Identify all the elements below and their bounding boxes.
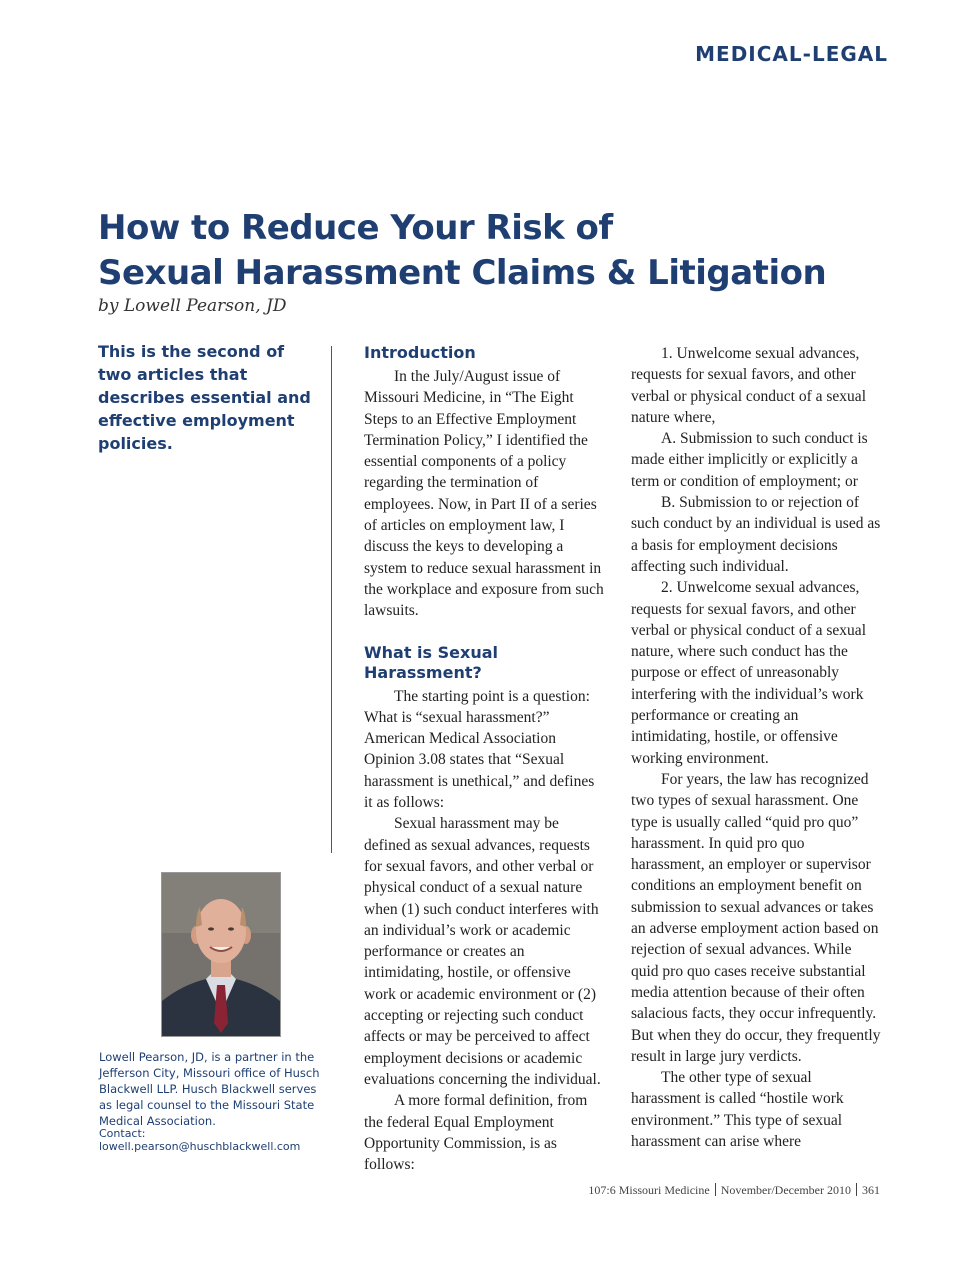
title-line-1: How to Reduce Your Risk of	[98, 208, 613, 248]
byline: by Lowell Pearson, JD	[98, 296, 287, 316]
list-item: B. Submission to or rejection of such conduct by an individual is used as a basis for employment decisions affecting such individual.	[631, 494, 881, 575]
footer-date: November/December 2010	[720, 1183, 851, 1197]
footer-divider	[715, 1183, 716, 1196]
paragraph: The starting point is a question: What is “sexual harassment?” American Medical Association Opinion 3.08 states that “Sexual harassment is unethical,” and defines it as follows:	[364, 687, 595, 812]
article-deck: This is the second of two articles that describes essential and effective employment policies.	[98, 342, 311, 453]
list-item: 2. Unwelcome sexual advances, requests for sexual favors, and other verbal or physical conduct of a sexual nature, where such conduct has the purpose or effect of unreasonably interfering with the individual’s work performance or creating an intimidating, hostile, or offensive working environment.	[631, 579, 866, 767]
author-bio: Lowell Pearson, JD, is a partner in the Jefferson City, Missouri office of Husch Blackwell LLP. Husch Blackwell serves as legal counsel to the Missouri State Medical Association.	[99, 1050, 320, 1128]
footer-issue: 107:6 Missouri Medicine	[588, 1183, 710, 1197]
footer-divider	[856, 1183, 857, 1196]
column-divider	[331, 346, 332, 853]
article-title	[98, 206, 898, 296]
paragraph: In the July/August issue of Missouri Medicine, in “The Eight Steps to an Effective Employment Termination Policy,” I identified the essential components of a policy regarding the termination of employees. Now, in Part II of a series of articles on employment law, I discuss the keys to developing a system to reduce sexual harassment in the workplace and exposure from such lawsuits.	[364, 368, 604, 620]
paragraph: For years, the law has recognized two types of sexual harassment. One type is usually called “quid pro quo” harassment. In quid pro quo harassment, an employer or supervisor conditions an employment benefit on submission to sexual advances or takes an adverse employment action based on rejection of sexual advances. While quid pro quo cases receive substantial media attention because of their often salacious facts, they occur infrequently. But when they do occur, they frequently result in large jury verdicts.	[631, 770, 881, 1065]
page-footer	[588, 1183, 880, 1198]
list-item: A. Submission to such conduct is made either implicitly or explicitly a term or condition of employment; or	[631, 430, 868, 490]
heading-introduction: Introduction	[364, 343, 476, 362]
paragraph-quote: Sexual harassment may be defined as sexual advances, requests for sexual favors, and other verbal or physical conduct of a sexual nature when (1) such conduct interferes with an individual’s work or academic performance or creates an intimidating, hostile, or offensive work or academic environment or (2) accepting or rejecting such conduct affects or may be perceived to affect employment decisions or academic evaluations concerning the individual.	[364, 815, 601, 1088]
paragraph: A more formal definition, from the federal Equal Employment Opportunity Commission, is as follows:	[364, 1092, 588, 1174]
article-column-1	[364, 343, 604, 1175]
paragraph-spacer	[364, 622, 604, 643]
author-photo	[161, 872, 281, 1037]
article-column-2	[631, 343, 881, 1152]
list-item: 1. Unwelcome sexual advances, requests for sexual favors, and other verbal or physical conduct of a sexual nature where,	[631, 345, 866, 426]
heading-what-is-sexual-harassment: What is Sexual Harassment?	[364, 642, 498, 682]
section-label: MEDICAL-LEGAL	[695, 42, 888, 66]
author-portrait-image	[162, 873, 280, 1036]
paragraph: The other type of sexual harassment is called “hostile work environment.” This type of sexual harassment can arise where	[631, 1069, 844, 1150]
title-line-2: Sexual Harassment Claims & Litigation	[98, 253, 827, 293]
page-number: 361	[862, 1183, 880, 1197]
author-contact: Contact: lowell.pearson@huschblackwell.com	[99, 1127, 301, 1153]
